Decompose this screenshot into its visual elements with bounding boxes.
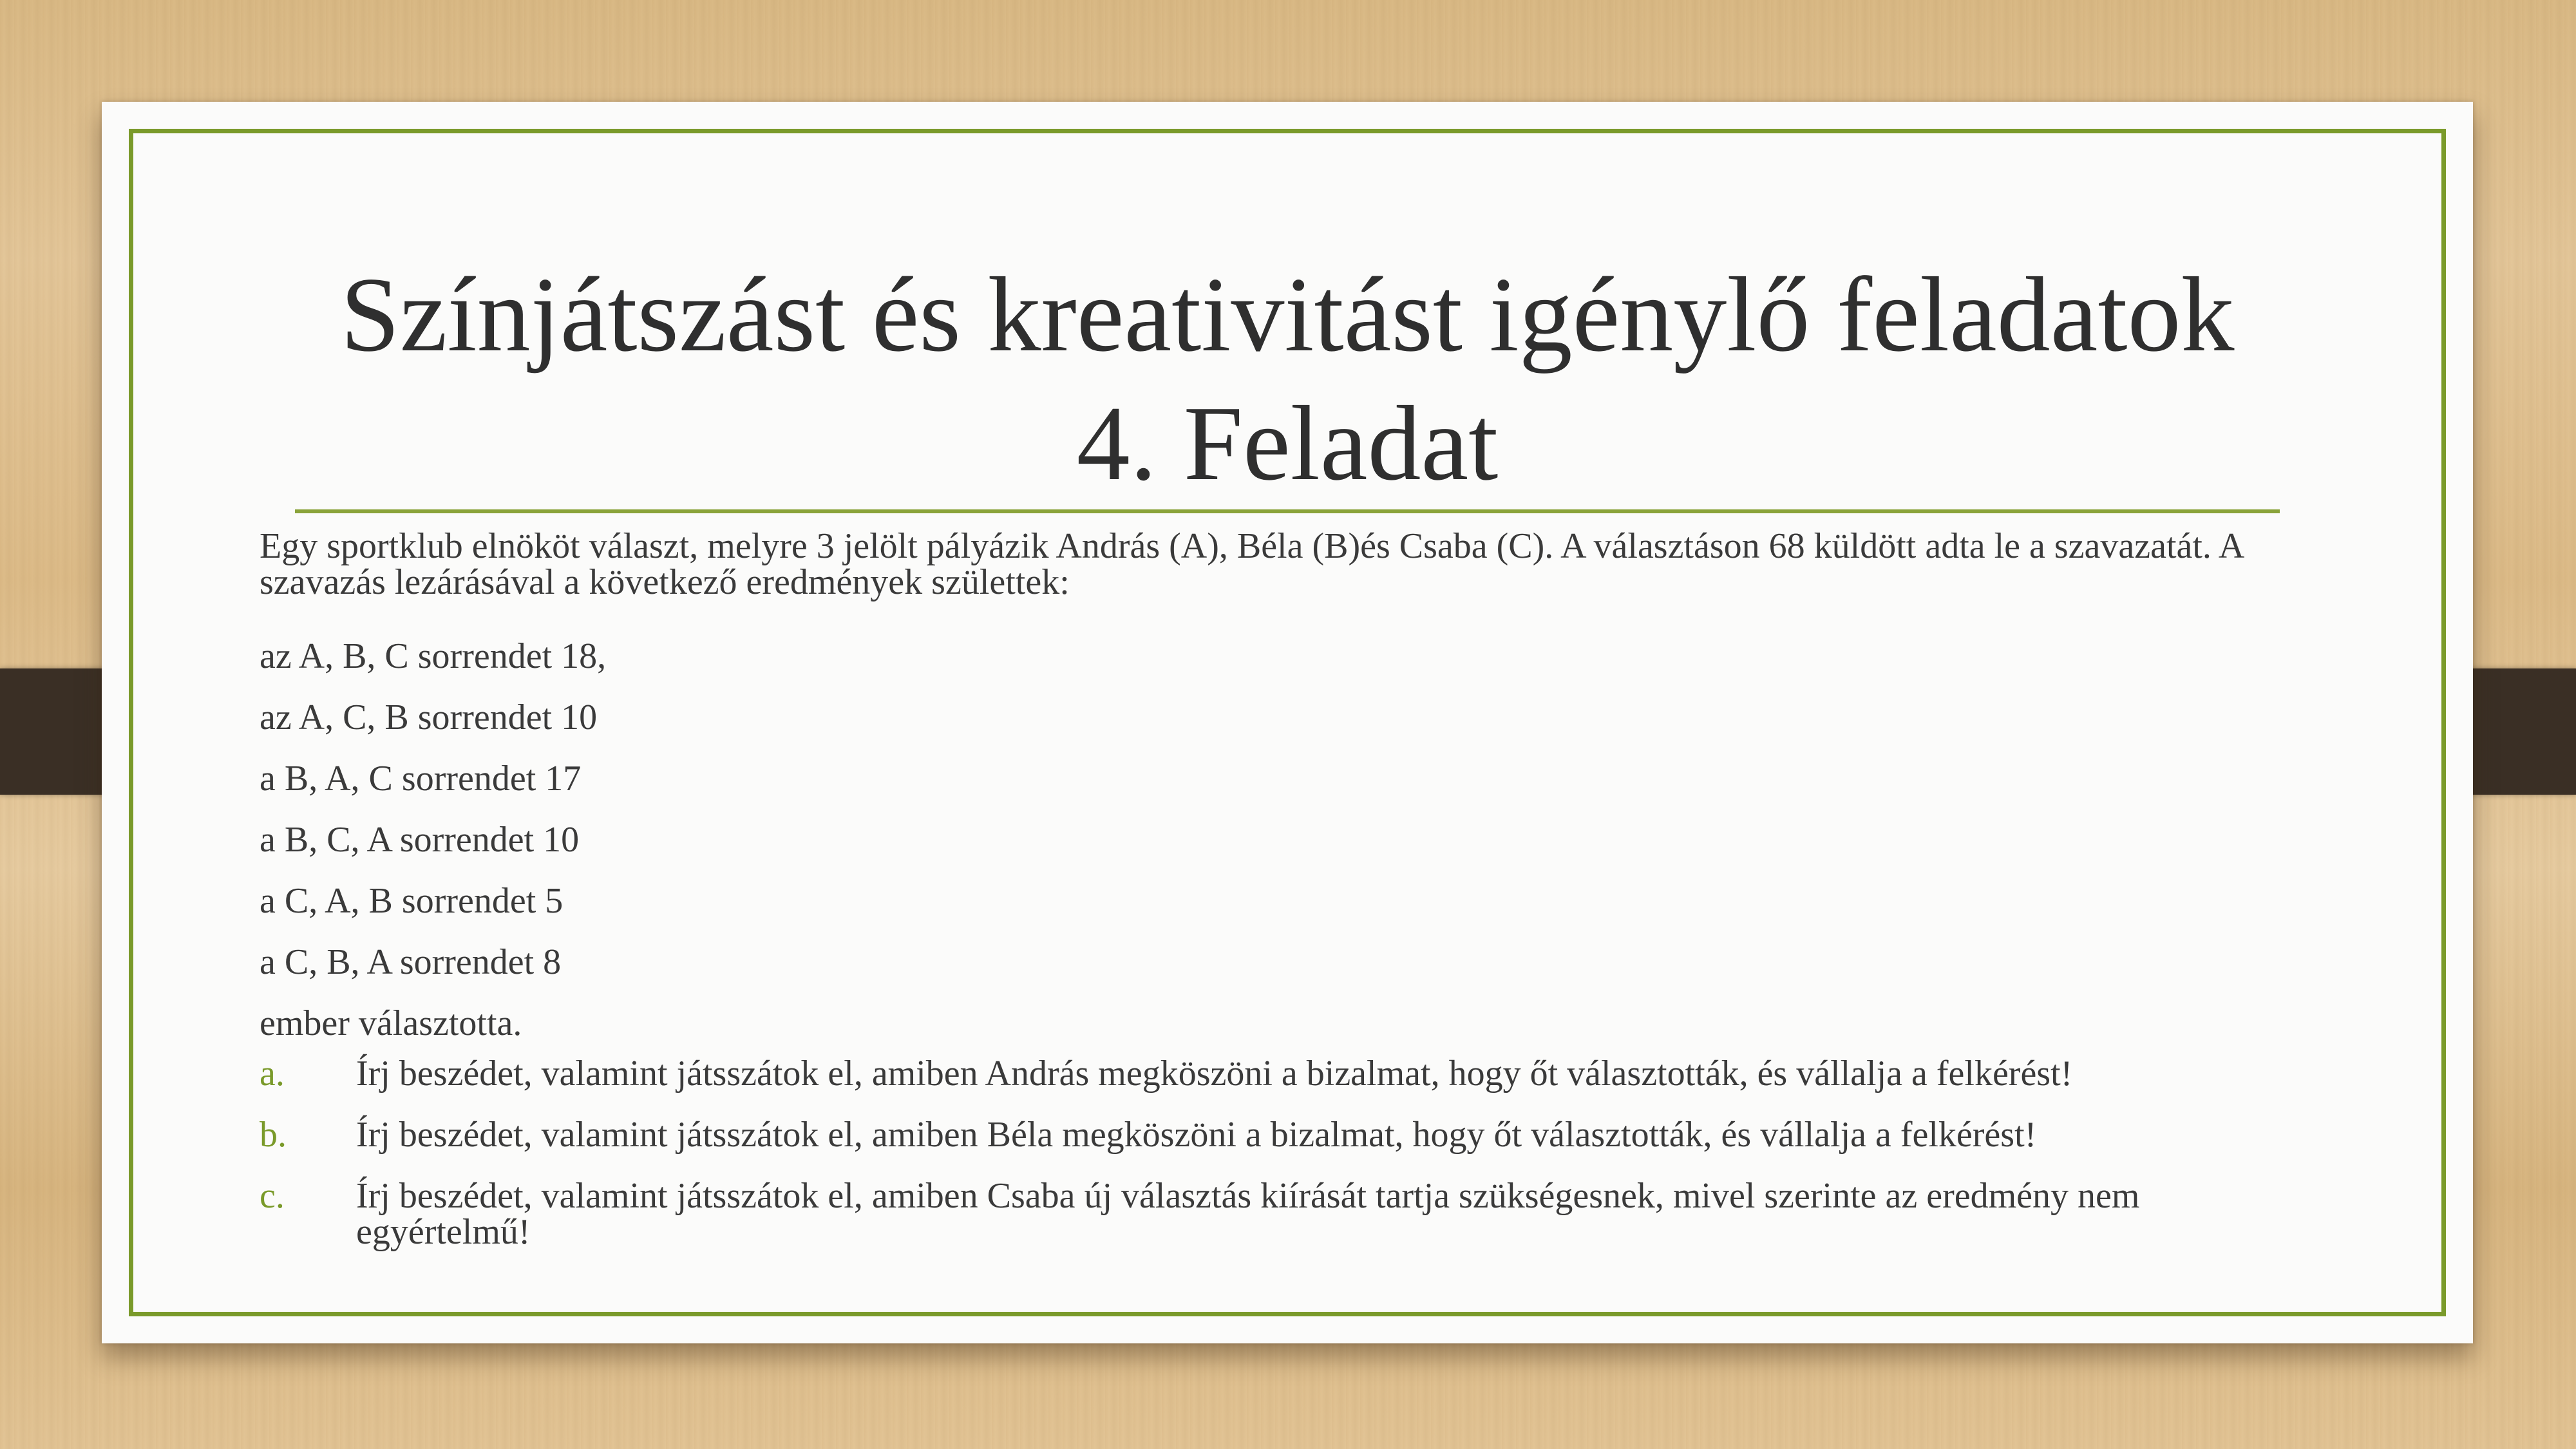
result-line: a C, A, B sorrendet 5 [260,881,564,921]
task-text: Írj beszédet, valamint játsszátok el, amiben András megköszöni a bizalmat, hogy őt választották, és vállalja a felkérést! [356,1054,2073,1094]
task-item-a [260,1056,2299,1092]
title-line-1: Színjátszást és kreativitást igénylő feladatok [340,255,2235,374]
title-divider [295,509,2280,513]
task-item-c [260,1178,2299,1250]
intro-text: Egy sportklub elnököt választ, melyre 3 jelölt pályázik András (A), Béla (B)és Csaba (C). A választáson 68 küldött adta le a szavazatát. A szavazás lezárásával a következő eredmények születtek: [260,526,2243,602]
result-line: a C, B, A sorrendet 8 [260,942,562,982]
task-text: Írj beszédet, valamint játsszátok el, amiben Csaba új választás kiírását tartja szükségesnek, mivel szerinte az eredmény nem egyértelmű! [356,1176,2140,1252]
result-line: a B, C, A sorrendet 10 [260,820,580,860]
task-marker: c. [260,1176,285,1216]
slide-title [102,250,2473,507]
task-text: Írj beszédet, valamint játsszátok el, amiben Béla megköszöni a bizalmat, hogy őt választották, és vállalja a felkérést! [356,1115,2037,1155]
task-list [260,1056,2299,1250]
slide-paper [102,102,2473,1343]
task-item-b [260,1117,2299,1153]
result-line: az A, B, C sorrendet 18, [260,636,607,676]
result-line: az A, C, B sorrendet 10 [260,697,598,737]
closing-text: ember választotta. [260,1003,522,1043]
task-marker: a. [260,1054,285,1094]
result-line: a B, A, C sorrendet 17 [260,759,582,799]
task-marker: b. [260,1115,287,1155]
title-line-2: 4. Feladat [1076,384,1499,502]
slide-content [260,528,2299,1275]
